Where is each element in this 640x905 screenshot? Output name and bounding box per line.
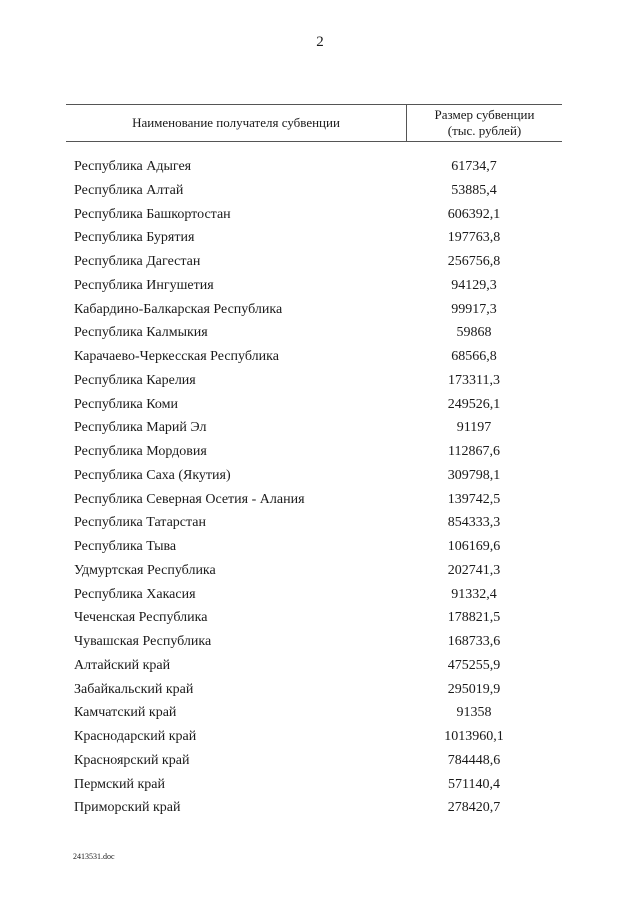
subvention-amount: 606392,1: [447, 206, 501, 222]
recipient-name: Республика Хакасия: [74, 586, 196, 602]
table-row: [0, 205, 640, 229]
subvention-amount: 168733,6: [447, 634, 501, 649]
recipient-name: Республика Адыгея: [74, 159, 192, 174]
subvention-amount: 61734,7: [451, 159, 497, 174]
subvention-amount: 309798,1: [447, 467, 501, 483]
page-number: 2: [316, 34, 324, 50]
recipient-name: Республика Алтай: [74, 182, 184, 198]
table-row: [0, 181, 640, 205]
table-row: [0, 585, 640, 609]
subvention-amount: 1013960,1: [444, 729, 504, 744]
table-body: [0, 157, 640, 822]
subvention-amount: 53885,4: [451, 182, 497, 198]
recipient-name: Республика Мордовия: [74, 444, 207, 459]
table-row: [0, 513, 640, 537]
recipient-name: Карачаево-Черкесская Республика: [74, 349, 279, 364]
subvention-amount: 59868: [456, 325, 492, 341]
subvention-amount: 106169,6: [447, 539, 501, 554]
subvention-amount: 68566,8: [451, 349, 497, 364]
subvention-amount: 295019,9: [447, 681, 501, 697]
recipient-name: Республика Татарстан: [74, 515, 207, 531]
table-row: [0, 727, 640, 751]
table-row: [0, 608, 640, 632]
recipient-name: Республика Карелия: [74, 372, 196, 388]
table-row: [0, 537, 640, 561]
subvention-amount: 178821,5: [447, 610, 501, 626]
recipient-name: Республика Дагестан: [74, 254, 201, 269]
table-row: [0, 680, 640, 704]
table-row: [0, 561, 640, 585]
subvention-amount: 202741,3: [447, 562, 501, 578]
subvention-amount: 91332,4: [451, 586, 497, 602]
recipient-name: Республика Тыва: [74, 539, 177, 554]
recipient-name: Республика Ингушетия: [74, 277, 214, 293]
table-row: [0, 347, 640, 371]
table-row: [0, 252, 640, 276]
table-row: [0, 395, 640, 419]
recipient-name: Кабардино-Балкарская Республика: [74, 301, 283, 317]
table-row: [0, 751, 640, 775]
subvention-amount: 784448,6: [447, 752, 501, 768]
amount-header-line-1: Размер субвенции: [434, 107, 535, 122]
subvention-amount: 249526,1: [447, 396, 501, 412]
recipient-name: Чеченская Республика: [74, 610, 208, 626]
recipient-name: Республика Северная Осетия - Алания: [74, 491, 305, 507]
table-row: [0, 300, 640, 324]
recipient-name: Республика Башкортостан: [74, 206, 231, 222]
recipient-name: Забайкальский край: [74, 681, 194, 697]
amount-header-line-2: (тыс. рублей): [447, 123, 522, 138]
subvention-amount: 278420,7: [447, 800, 501, 816]
table-row: [0, 157, 640, 181]
table-row: [0, 466, 640, 490]
subvention-amount: 112867,6: [448, 444, 500, 459]
subvention-amount: 91358: [456, 705, 492, 721]
table-row: [0, 656, 640, 680]
recipient-name: Камчатский край: [74, 705, 177, 721]
recipient-name-column-header: Наименование получателя субвенции: [132, 115, 340, 130]
table-row: [0, 775, 640, 799]
recipient-name: Приморский край: [74, 800, 181, 816]
recipient-name: Краснодарский край: [74, 729, 197, 744]
subvention-amount: 99917,3: [451, 301, 497, 317]
table-row: [0, 371, 640, 395]
document-code: 2413531.doc: [73, 852, 115, 861]
recipient-name: Республика Марий Эл: [74, 420, 207, 436]
recipient-name: Республика Бурятия: [74, 230, 195, 246]
recipient-name: Удмуртская Республика: [74, 562, 216, 578]
recipient-name: Пермский край: [74, 776, 165, 792]
subvention-amount: 256756,8: [447, 254, 501, 269]
table-row: [0, 442, 640, 466]
table-row: [0, 323, 640, 347]
table-row: [0, 418, 640, 442]
recipient-name: Республика Калмыкия: [74, 325, 208, 341]
recipient-name: Чувашская Республика: [74, 634, 212, 649]
recipient-name: Красноярский край: [74, 752, 190, 768]
table-row: [0, 228, 640, 252]
subvention-amount: 91197: [456, 420, 492, 436]
table-row: [0, 632, 640, 656]
table-row: [0, 703, 640, 727]
subvention-amount: 94129,3: [451, 277, 497, 293]
subvention-amount: 854333,3: [447, 515, 501, 531]
recipient-name: Республика Саха (Якутия): [74, 467, 231, 483]
subvention-amount: 571140,4: [448, 776, 500, 792]
subvention-amount: 173311,3: [448, 372, 500, 388]
table-row: [0, 490, 640, 514]
table-row: [0, 276, 640, 300]
table-row: [0, 798, 640, 822]
recipient-name: Республика Коми: [74, 396, 178, 412]
table-header: [66, 104, 562, 142]
subvention-amount: 197763,8: [447, 230, 501, 246]
recipient-name: Алтайский край: [74, 657, 171, 673]
subvention-amount: 475255,9: [447, 657, 501, 673]
subvention-amount: 139742,5: [447, 491, 501, 507]
subvention-amount-column-header: [407, 107, 562, 139]
